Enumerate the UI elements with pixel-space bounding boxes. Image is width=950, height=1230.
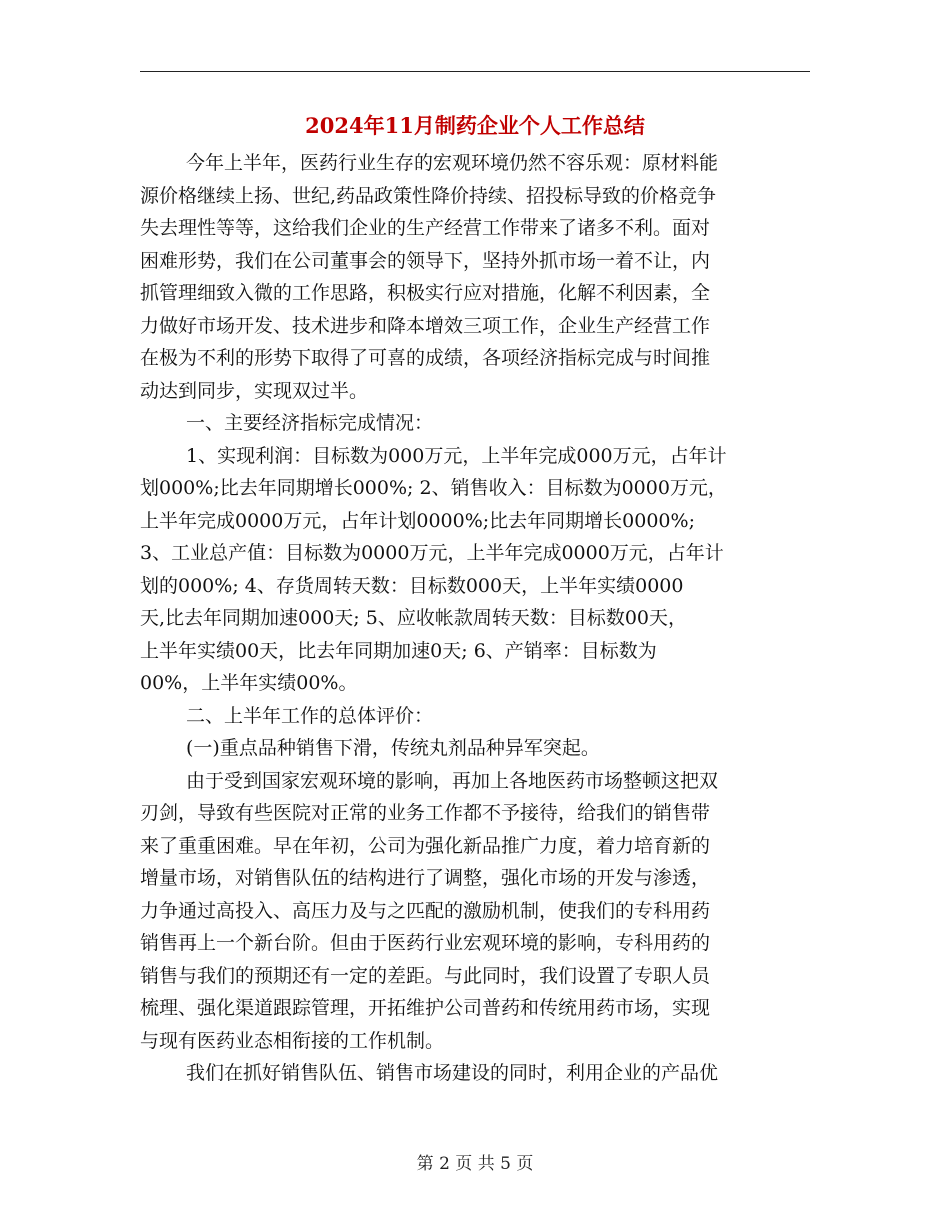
text-line: 力争通过高投入、高压力及与之匹配的激励机制，使我们的专科用药 [140,899,711,922]
header-rule [140,71,810,72]
text-line: 3、工业总产值：目标数为0000万元，上半年完成0000万元，占年计 [140,542,724,564]
text-line: 销售与我们的预期还有一定的差距。与此同时，我们设置了专职人员 [140,964,711,987]
text-line: 由于受到国家宏观环境的影响，再加上各地医药市场整顿这把双 [186,769,719,792]
text-line: 今年上半年，医药行业生存的宏观环境仍然不容乐观：原材料能 [186,152,719,174]
text-line: 划的000%; 4、存货周转天数：目标数000天，上半年实绩0000 [140,574,684,597]
document-body [140,147,810,1090]
text-line: 动达到同步，实现双过半。 [140,379,369,402]
section-heading: 一、主要经济指标完成情况： [186,412,434,434]
page-footer: 第 2 页 共 5 页 [416,1154,534,1174]
text-line: 划000%;比去年同期增长000%; 2、销售收入：目标数为0000万元， [140,477,727,499]
text-line: 源价格继续上扬、世纪,药品政策性降价持续、招投标导致的价格竞争 [140,184,717,207]
text-line: 困难形势，我们在公司董事会的领导下，坚持外抓市场一着不让，内 [140,249,711,272]
text-line: 00%，上半年实绩00%。 [140,672,358,694]
text-line: 刃剑，导致有些医院对正常的业务工作都不予接待，给我们的销售带 [140,802,711,824]
subsection-heading: (一)重点品种销售下滑，传统丸剂品种异军突起。 [186,737,600,759]
text-line: 天,比去年同期加速000天; 5、应收帐款周转天数：目标数00天， [140,607,688,629]
text-line: 与现有医药业态相衔接的工作机制。 [140,1029,445,1052]
text-line: 在极为不利的形势下取得了可喜的成绩，各项经济指标完成与时间推 [140,347,711,369]
text-line: 销售再上一个新台阶。但由于医药行业宏观环境的影响，专科用药的 [140,932,711,954]
text-line: 梳理、强化渠道跟踪管理，开拓维护公司普药和传统用药市场，实现 [140,997,711,1019]
section-heading: 二、上半年工作的总体评价： [186,704,434,727]
text-line: 力做好市场开发、技术进步和降本增效三项工作，企业生产经营工作 [140,314,711,337]
document-title: 2024年11月制药企业个人工作总结 [305,113,645,138]
text-line: 上半年完成0000万元，占年计划0000%;比去年同期增长0000%; [140,509,695,532]
text-line: 增量市场，对销售队伍的结构进行了调整，强化市场的开发与渗透， [140,867,711,889]
text-line: 上半年实绩00天，比去年同期加速0天; 6、产销率：目标数为 [140,639,657,662]
text-line: 失去理性等等，这给我们企业的生产经营工作带来了诸多不利。面对 [140,217,711,239]
text-line: 抓管理细致入微的工作思路，积极实行应对措施，化解不利因素，全 [140,282,711,304]
text-line: 我们在抓好销售队伍、销售市场建设的同时，利用企业的产品优 [186,1062,719,1084]
text-line: 来了重重困难。早在年初，公司为强化新品推广力度，着力培育新的 [140,834,711,857]
text-line: 1、实现利润：目标数为000万元，上半年完成000万元，占年计 [186,444,727,467]
